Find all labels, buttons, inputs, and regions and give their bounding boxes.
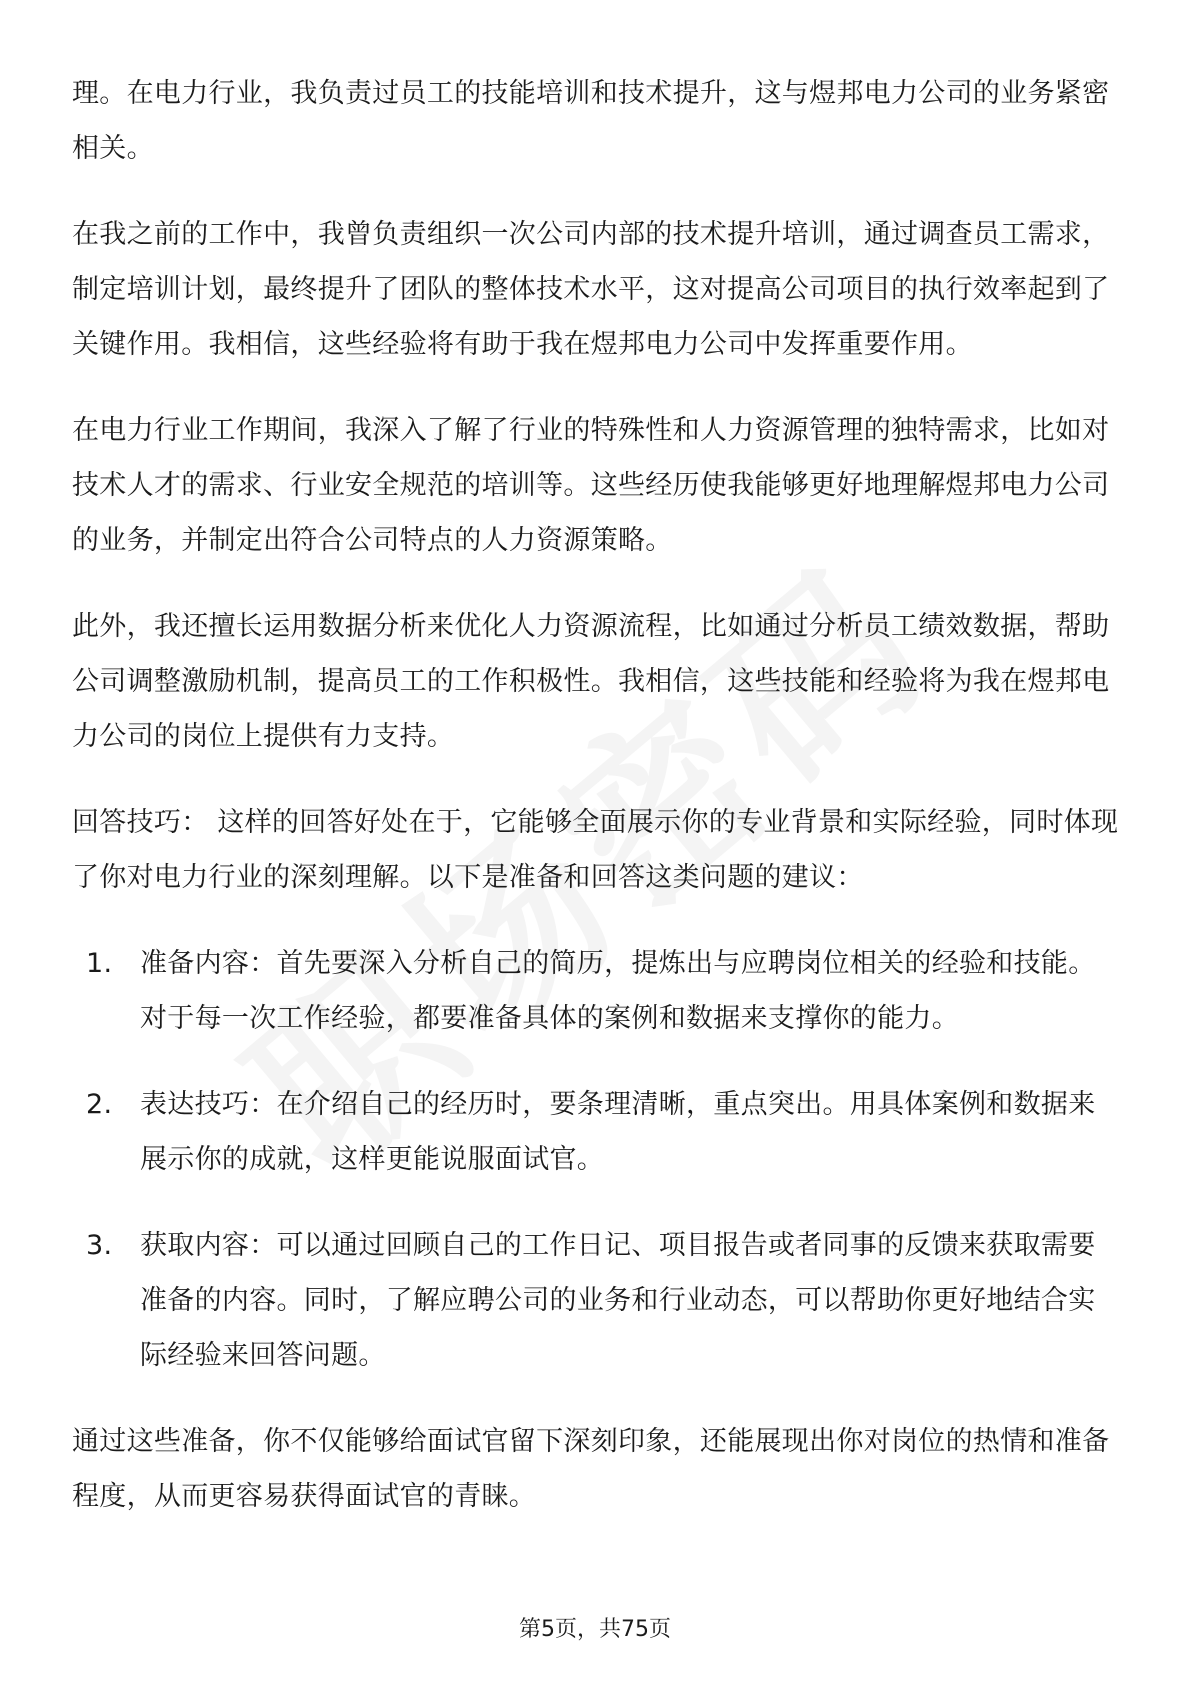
document-body: [72, 66, 1122, 1555]
list-item-text: 获取内容：可以通过回顾自己的工作日记、项目报告或者同事的反馈来获取需要准备的内容。同时，了解应聘公司的业务和行业动态，可以帮助你更好地结合实际经验来回答问题。: [140, 1230, 1096, 1371]
paragraph-3: 在电力行业工作期间，我深入了解了行业的特殊性和人力资源管理的独特需求，比如对技术人才的需求、行业安全规范的培训等。这些经历使我能够更好地理解煜邦电力公司的业务，并制定出符合公司特点的人力资源策略。: [72, 415, 1110, 556]
list-item: [72, 936, 1122, 1046]
paragraph-2: 在我之前的工作中，我曾负责组织一次公司内部的技术提升培训，通过调查员工需求，制定培训计划，最终提升了团队的整体技术水平，这对提高公司项目的执行效率起到了关键作用。我相信，这些经验将有助于我在煜邦电力公司中发挥重要作用。: [72, 219, 1110, 360]
list-item: [72, 1218, 1122, 1383]
paragraph-1: 理。在电力行业，我负责过员工的技能培训和技术提升，这与煜邦电力公司的业务紧密相关。: [72, 78, 1110, 164]
list-item-number: 3.: [86, 1230, 113, 1261]
list-item: [72, 1077, 1122, 1187]
closing-paragraph: 通过这些准备，你不仅能够给面试官留下深刻印象，还能展现出你对岗位的热情和准备程度，从而更容易获得面试官的青睐。: [72, 1426, 1110, 1512]
list-item-text: 表达技巧：在介绍自己的经历时，要条理清晰，重点突出。用具体案例和数据来展示你的成就，这样更能说服面试官。: [140, 1089, 1096, 1175]
list-item-number: 1.: [86, 948, 113, 979]
page-number-footer: 第5页，共75页: [519, 1617, 671, 1642]
list-item-number: 2.: [86, 1089, 113, 1120]
tips-list: [72, 936, 1122, 1383]
list-item-text: 准备内容：首先要深入分析自己的简历，提炼出与应聘岗位相关的经验和技能。对于每一次工作经验，都要准备具体的案例和数据来支撑你的能力。: [140, 948, 1096, 1034]
paragraph-4: 此外，我还擅长运用数据分析来优化人力资源流程，比如通过分析员工绩效数据，帮助公司调整激励机制，提高员工的工作积极性。我相信，这些技能和经验将为我在煜邦电力公司的岗位上提供有力支持。: [72, 611, 1110, 752]
answer-tips-paragraph: 回答技巧： 这样的回答好处在于，它能够全面展示你的专业背景和实际经验，同时体现了你对电力行业的深刻理解。以下是准备和回答这类问题的建议：: [72, 807, 1119, 893]
